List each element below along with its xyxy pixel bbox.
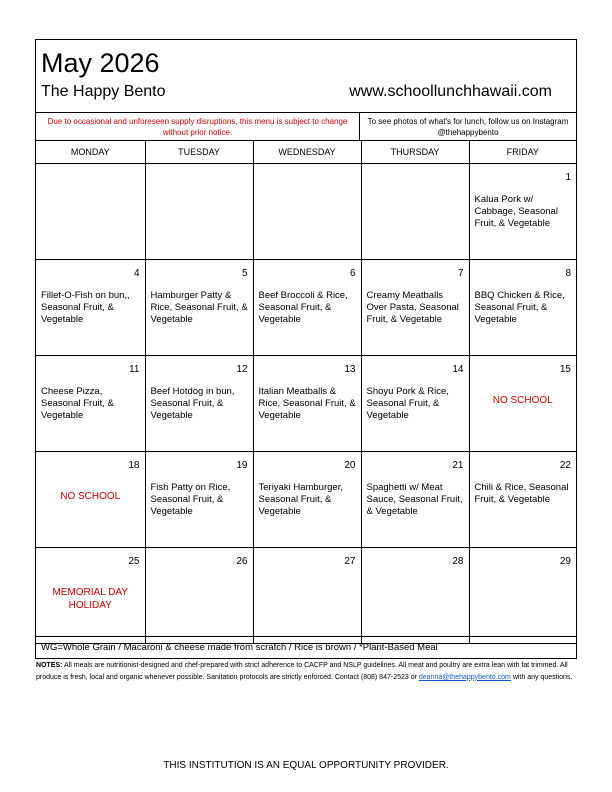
day-cell [469, 452, 576, 548]
week-row [36, 548, 576, 644]
day-cell [145, 260, 253, 356]
week-row [36, 452, 576, 548]
day-cell [469, 356, 576, 452]
day-cell [253, 260, 361, 356]
day-cell [145, 164, 253, 260]
day-cell [469, 164, 576, 260]
day-number: 4 [133, 268, 140, 279]
day-number: 13 [344, 364, 356, 375]
day-number: 20 [344, 460, 356, 471]
meal-text: Shoyu Pork & Rice, Seasonal Fruit, & Vegetable [366, 386, 449, 421]
day-number: 29 [559, 556, 571, 567]
meal-text: Fish Patty on Rice, Seasonal Fruit, & Vegetable [150, 482, 231, 517]
week-row [36, 260, 576, 356]
meal-text: Beef Broccoli & Rice, Seasonal Fruit, & Vegetable [258, 290, 348, 325]
weekday-monday: MONDAY [36, 141, 145, 164]
day-cell [253, 356, 361, 452]
special-note: MEMORIAL DAY HOLIDAY [52, 587, 129, 611]
day-cell [253, 452, 361, 548]
weekday-header-row [36, 141, 576, 164]
day-number: 1 [565, 172, 571, 183]
weekday-wednesday: WEDNESDAY [253, 141, 361, 164]
day-number: 27 [344, 556, 356, 567]
day-number: 6 [349, 268, 356, 279]
legend: WG=Whole Grain / Macaroni & cheese made from scratch / Rice is brown / *Plant-Based Meal [36, 636, 576, 658]
day-cell [469, 260, 576, 356]
meal-text: Cheese Pizza, Seasonal Fruit, & Vegetable [41, 386, 114, 421]
meal-text: Spaghetti w/ Meat Sauce, Seasonal Fruit, & Vegetable [366, 482, 463, 517]
notes [36, 660, 576, 683]
day-cell [36, 452, 145, 548]
week-row [36, 164, 576, 260]
day-number: 28 [452, 556, 464, 567]
meal-text: Beef Hotdog in bun, Seasonal Fruit, & Vegetable [150, 386, 235, 421]
day-number: 22 [559, 460, 571, 471]
meal-text: Fillet-O-Fish on bun,, Seasonal Fruit, & Vegetable [41, 290, 130, 325]
day-cell [361, 548, 469, 644]
day-cell [469, 548, 576, 644]
meal-text: Teriyaki Hamburger, Seasonal Fruit, & Vegetable [258, 482, 343, 517]
special-note: NO SCHOOL [492, 395, 553, 406]
supply-notice: Due to occasional and unforeseen supply disruptions, this menu is subject to change without prior notice. [36, 113, 360, 141]
weekday-thursday: THURSDAY [361, 141, 469, 164]
day-number: 8 [565, 268, 571, 279]
day-cell [145, 548, 253, 644]
notes-tail: with any questions. [512, 673, 573, 681]
day-cell [145, 356, 253, 452]
meal-text: BBQ Chicken & Rice, Seasonal Fruit, & Vegetable [474, 290, 565, 325]
day-cell [361, 356, 469, 452]
menu-calendar [35, 39, 577, 659]
day-cell [36, 548, 145, 644]
day-number: 19 [236, 460, 248, 471]
notes-text: All meals are nutritionist-designed and chef-prepared with strict adherence to CACFP and NSLP guidelines. All meat and poultry are extra lean with fat trimmed. All produce is fresh, local and organic whenever possible. Sanitation protocols are strictly enforced. Contact (808) 847-2523 or [36, 662, 568, 681]
company-name: The Happy Bento [41, 83, 166, 100]
contact-email-link[interactable]: deanna@thehappybento.com [418, 673, 511, 681]
special-note: NO SCHOOL [60, 491, 121, 502]
meal-text: Hamburger Patty & Rice, Seasonal Fruit, & Vegetable [150, 290, 248, 325]
day-number: 7 [457, 268, 464, 279]
day-cell [361, 452, 469, 548]
day-number: 14 [452, 364, 464, 375]
meal-text: Creamy Meatballs Over Pasta, Seasonal Fruit, & Vegetable [366, 290, 459, 325]
day-cell [253, 164, 361, 260]
day-cell [361, 164, 469, 260]
day-number: 12 [236, 364, 248, 375]
day-number: 18 [128, 460, 140, 471]
day-number: 26 [236, 556, 248, 567]
instagram-notice: To see photos of what's for lunch, follow us on Instagram @thehappybento [367, 117, 569, 137]
day-number: 21 [452, 460, 464, 471]
day-cell [253, 548, 361, 644]
day-cell [361, 260, 469, 356]
day-cell [36, 260, 145, 356]
meal-text: Italian Meatballs & Rice, Seasonal Fruit, & Vegetable [258, 386, 356, 421]
notes-label: NOTES: [36, 662, 63, 669]
day-cell [36, 164, 145, 260]
day-number: 5 [241, 268, 248, 279]
weekday-friday: FRIDAY [469, 141, 576, 164]
page-title: May 2026 [41, 48, 160, 78]
equal-opportunity-statement: THIS INSTITUTION IS AN EQUAL OPPORTUNITY PROVIDER. [163, 760, 449, 771]
day-number: 11 [129, 364, 140, 375]
meal-text: Kalua Pork w/ Cabbage, Seasonal Fruit, & Vegetable [474, 194, 558, 229]
meal-text: Chili & Rice, Seasonal Fruit, & Vegetable [474, 482, 569, 505]
day-number: 25 [128, 556, 140, 567]
day-number: 15 [559, 364, 571, 375]
weekday-tuesday: TUESDAY [145, 141, 253, 164]
day-cell [36, 356, 145, 452]
week-row [36, 356, 576, 452]
day-cell [145, 452, 253, 548]
website-link[interactable]: www.schoollunchhawaii.com [349, 83, 552, 100]
calendar-grid [36, 141, 576, 644]
